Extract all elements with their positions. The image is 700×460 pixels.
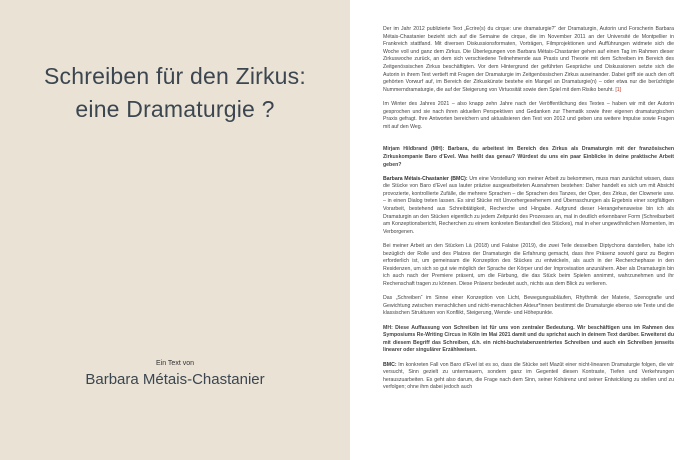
author-name: Barbara Métais-Chastanier (85, 371, 265, 388)
right-page (350, 0, 700, 460)
intro-paragraph-2: Im Winter des Jahres 2021 – also knapp zehn Jahre nach der Veröffentlichung des Textes – haben wir mit der Autorin gesprochen und sie nach ihren aktuellen Perspektiven und Gedanken zur Thematik sowie ihrer eigenen dramaturgischen Praxis gefragt. Ihre Antworten bereichern und aktualisieren den Text von 2012 und geben uns weitere Impulse sowie Fragen mit auf den Weg. (383, 100, 674, 130)
answer-2-text: Im konkreten Fall von Baro d’Evel ist es so, dass die Stücke seit Mazût einer nicht-linearen Dramaturgie folgen, die wir versucht, Sinn gezielt zu untermauern, sondern ganz im Gegenteil diesen Kontraste, Tiefen und Verkehrungen herauszuarbeiten. Es geht also darum, die Frage nach dem Sinn, seiner Kohärenz und seiner Entwicklung zu stellen und zu verfolgen; ohne ihm dabei jedoch auch (383, 361, 674, 391)
footnote-marker[interactable]: [1] (615, 86, 622, 93)
intro-paragraph-1 (383, 26, 674, 94)
answer-1-text: Um eine Vorstellung von meiner Arbeit zu bekommen, muss man zunächst wissen, dass die Stücke von Baro d’Evel aus lauter präzise ausgearbeiteten Ausnahmen bestehen: Daher handelt es sich um mit Absicht provozierte, kontrollierte Zufälle, die mehrere Sprachen – die Sprachen des Tanzes, der Oper, des Zirkus, der Clownerie usw. – in einen Dialog treten lassen. Es sind Stücke mit Unvorhergesehenem und Überraschungen als Ergebnis einer sorgfältigen Vorarbeit, bestehend aus Schreibtätigkeit, Recherche und Hingabe. Aufgrund dieser Herangehensweise bin ich als Dramaturgin an den Stücken eigentlich zu jedem Zeitpunkt des Prozesses an, mal in deutlich erkennbarer Form (Schreibarbeit am Konzeptionsbericht, Recherchen zu einem konkreten Bestandteil des Stückes), mal in eher ungewöhnlichen Momenten, im Verborgenen. (383, 175, 674, 235)
byline-intro: Ein Text von (155, 360, 194, 367)
title-line-2: eine Dramaturgie ? (75, 96, 275, 122)
answer-1 (383, 176, 674, 237)
question-2: MH: Diese Auffassung von Schreiben ist für uns von zentraler Bedeutung. Wir beschäftigen uns im Rahmen des Symposiums Re-Writing Circus in Köln im Mai 2021 damit und du sprichst auch in deinem Text darüber. Erweiterst du mit diesem Begriff das Schreiben, d.h. ein nicht-buchstabenzentriertes Schreiben und auch ein Schreiben jenseits linearer oder singulärer Erzählweisen. (383, 324, 674, 354)
title-line-1: Schreiben für den Zirkus: (44, 63, 306, 89)
answer-2 (383, 362, 674, 392)
text-column (383, 26, 674, 399)
page-title (0, 60, 350, 126)
answer-1-paragraph-3: Das „Schreiben“ im Sinne einer Konzeption von Licht, Bewegungsabläufen, Rhythmik der Materie, Szenografie und Gewichtung zwischen menschlichen und nicht-menschlichen Akteur*innen bestimmt die Dramaturgie ebenso wie Texte und die klassischen Strukturen von Konflikt, Steigerung, Wende- und Höhepunkte. (383, 295, 674, 317)
answer-1-speaker: Barbara Métais-Chastanier (BMC): (383, 175, 468, 182)
question-1: Mirjam Hildbrand (MH): Barbara, du arbeitest im Bereich des Zirkus als Dramaturgin mit der französischen Zirkuskompanie Baro d’Evel. Was heißt das genau? Würdest du uns ein paar Einblicke in deine praktische Arbeit geben? (383, 146, 674, 168)
answer-1-paragraph-2: Bei meiner Arbeit an den Stücken Là (2018) und Falaise (2019), die zwei Teile desselben Diptychons darstellen, habe ich bezüglich der Rolle und des Platzes der Dramaturgin die Erfahrung gemacht, dass ihre Präsenz sowohl ganz zu Beginn erforderlich ist, um gemeinsam die Konzeption des Stückes zu entwickeln, als auch in der Recherchephase in den Residenzen, um sich so gut wie möglich der Sprache der Körper und der Improvisation anzunähern. Aber als Dramaturgin bin ich auch nach der Premiere präsent, um die Färbung, die das Stück beim Spielen annimmt, wahrzunehmen und ihr Rechenschaft tragen zu können. Diese Präsenz bedeutet auch, nichts aus dem Blick zu verlieren. (383, 243, 674, 287)
answer-2-speaker: BMC: (383, 361, 397, 368)
intro-text-1: Der im Jahr 2012 publizierte Text „Écrire(s) du cirque: une dramaturgie?“ der Dramaturgin, Autorin und Forscherin Barbara Métais-Chastanier bezieht sich auf die Semaine de cirque, die im November 2011 an der Université de Montpellier in Frankreich stattfand. Mit diversen Diskussionsformaten, Vorträgen, Filmprojektionen und Aufführungen widmete sich die Woche voll und ganz dem Zirkus. Die Überlegungen von Barbara Métais-Chastanier gehen auf einen Tag im Rahmen dieser Zirkuswoche zurück, an dem sich verschiedene Teilnehmende aus Praxis und Theorie mit dem Schreiben im Bereich des Zeitgenössischen Zirkus beschäftigten. Vor dem Hintergrund der geführten Gespräche und Diskussionen setzte sich die Autorin in ihrem Text vertieft mit Fragen der Dramaturgie im Zeitgenössischen Zirkus auseinander. Dabei griff sie auch den oft gehörten Vorwurf auf, im Bereich der Zirkuskünste bestehe ein Mangel an Dramaturgie(n) – oder etwa nur die berüchtigte Nummerndramaturgie, die auf der Steigerung von Virtuosität sowie dem Spiel mit dem Risiko beruht. (383, 26, 674, 93)
